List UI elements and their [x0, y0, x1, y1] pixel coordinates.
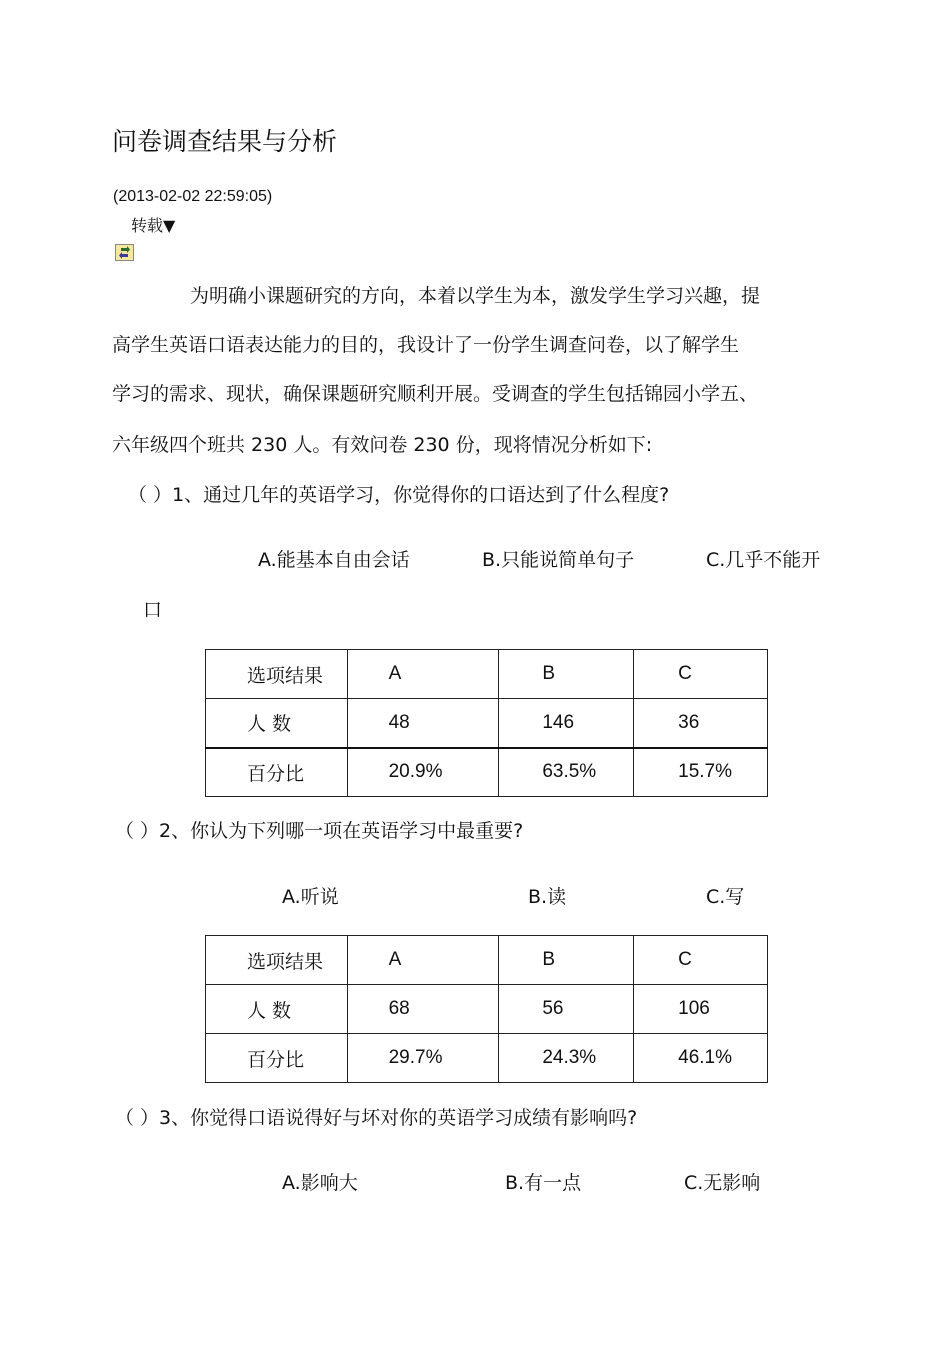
table-row — [206, 1034, 768, 1083]
q3-option-c: C.无影响 — [684, 1172, 761, 1194]
table-header-cell: 选项结果 — [206, 936, 348, 985]
table-cell: 36 — [634, 699, 768, 748]
q1-option-a: A.能基本自由会话 — [258, 549, 410, 571]
table-header-cell: B — [499, 650, 634, 699]
table-row — [206, 936, 768, 985]
table-header-cell: 选项结果 — [206, 650, 348, 699]
table-cell: 24.3% — [499, 1034, 634, 1083]
table-cell: 人 数 — [206, 699, 348, 748]
q1-option-c-wrap: 口 — [143, 599, 163, 621]
table-cell: 63.5% — [499, 748, 634, 797]
q3-option-a: A.影响大 — [282, 1172, 358, 1194]
table-row — [206, 748, 768, 797]
q2-option-c: C.写 — [706, 886, 745, 908]
intro-line-3: 学习的需求、现状，确保课题研究顺利开展。受调查的学生包括锦园小学五、 — [112, 383, 759, 405]
intro-line-2: 高学生英语口语表达能力的目的，我设计了一份学生调查问卷，以了解学生 — [112, 334, 740, 356]
table-cell: 20.9% — [347, 748, 499, 797]
q1-option-b: B.只能说简单句子 — [482, 549, 635, 571]
q2-option-b: B.读 — [528, 886, 567, 908]
table-header-cell: C — [634, 650, 768, 699]
question-2: （ ）2、你认为下列哪一项在英语学习中最重要? — [115, 820, 524, 842]
table-row — [206, 699, 768, 748]
table-cell: 48 — [347, 699, 499, 748]
table-row — [206, 650, 768, 699]
table-header-cell: A — [347, 650, 499, 699]
table-cell: 15.7% — [634, 748, 768, 797]
repost-icon[interactable] — [115, 244, 134, 261]
page-title: 问卷调查结果与分析 — [112, 127, 338, 156]
q1-results-table — [205, 649, 768, 797]
table-cell: 56 — [499, 985, 634, 1034]
table-header-cell: B — [499, 936, 634, 985]
table-header-cell: C — [634, 936, 768, 985]
q2-option-a: A.听说 — [282, 886, 339, 908]
table-cell: 百分比 — [206, 748, 348, 797]
post-date: (2013-02-02 22:59:05) — [113, 188, 273, 205]
question-3: （ ）3、你觉得口语说得好与坏对你的英语学习成绩有影响吗? — [115, 1107, 638, 1129]
table-cell: 人 数 — [206, 985, 348, 1034]
q3-option-b: B.有一点 — [505, 1172, 582, 1194]
intro-line-1: 为明确小课题研究的方向，本着以学生为本，激发学生学习兴趣，提 — [190, 285, 761, 307]
question-1: （ ）1、通过几年的英语学习，你觉得你的口语达到了什么程度? — [128, 484, 670, 506]
table-cell: 146 — [499, 699, 634, 748]
intro-line-4: 六年级四个班共 230 人。有效问卷 230 份，现将情况分析如下: — [112, 434, 653, 456]
table-cell: 68 — [347, 985, 499, 1034]
table-cell: 106 — [634, 985, 768, 1034]
q2-results-table — [205, 935, 768, 1083]
table-header-cell: A — [347, 936, 499, 985]
table-cell: 29.7% — [347, 1034, 499, 1083]
table-cell: 百分比 — [206, 1034, 348, 1083]
table-row — [206, 985, 768, 1034]
table-cell: 46.1% — [634, 1034, 768, 1083]
repost-link[interactable]: 转载▼ — [131, 216, 176, 235]
q1-option-c: C.几乎不能开 — [706, 549, 821, 571]
